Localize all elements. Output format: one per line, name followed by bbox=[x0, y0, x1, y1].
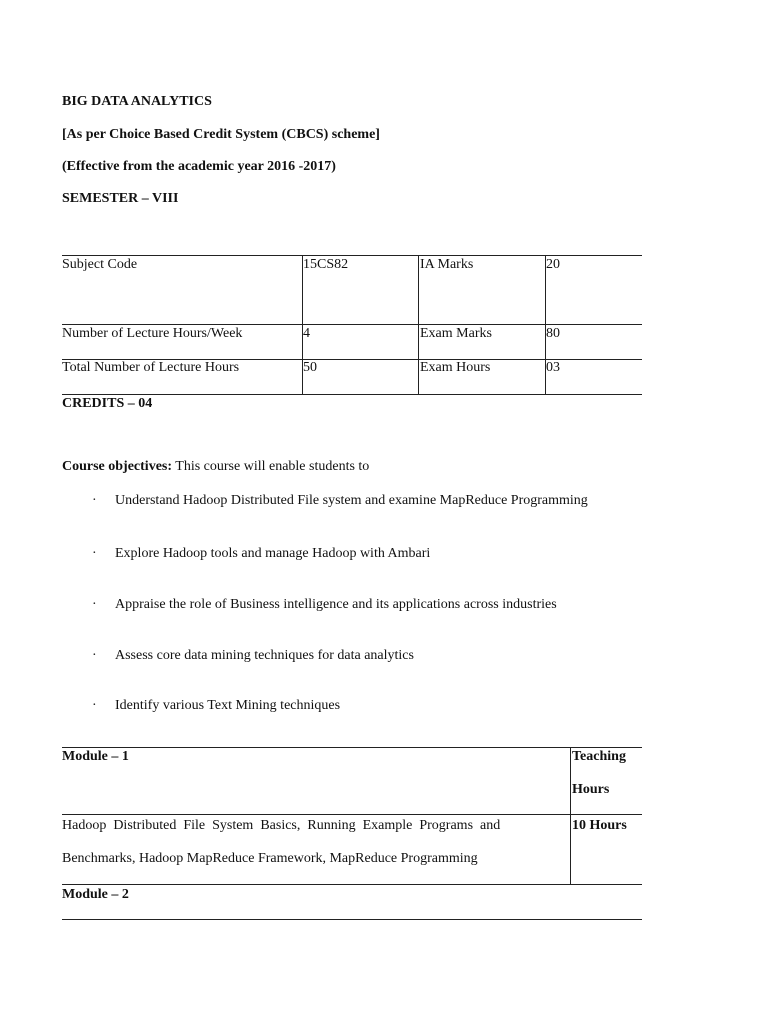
module-1-hours: 10 Hours bbox=[572, 818, 627, 833]
exam-marks-value: 80 bbox=[546, 326, 560, 341]
module-1-title: Module – 1 bbox=[62, 749, 129, 764]
course-title: BIG DATA ANALYTICS bbox=[62, 94, 212, 109]
teaching-hours-header-line1: Teaching bbox=[572, 749, 626, 764]
lecture-hours-week-value: 4 bbox=[303, 326, 310, 341]
total-lecture-hours-label: Total Number of Lecture Hours bbox=[62, 360, 240, 375]
bullet-dot: · bbox=[92, 546, 97, 561]
module-1-description-line2: Benchmarks, Hadoop MapReduce Framework, MapReduce Programming bbox=[62, 851, 478, 866]
effective-line: (Effective from the academic year 2016 -2017) bbox=[62, 159, 336, 174]
bullet-dot: · bbox=[92, 698, 97, 713]
bullet-dot: · bbox=[92, 597, 97, 612]
exam-hours-value: 03 bbox=[546, 360, 560, 375]
lecture-hours-week-label: Number of Lecture Hours/Week bbox=[62, 326, 243, 341]
semester-line: SEMESTER – VIII bbox=[62, 191, 179, 206]
objectives-intro bbox=[62, 459, 369, 475]
bullet-dot: · bbox=[92, 648, 97, 663]
module-1-description-line1: Hadoop Distributed File System Basics, Running Example Programs and bbox=[62, 818, 501, 833]
list-item: Explore Hadoop tools and manage Hadoop with Ambari bbox=[115, 546, 431, 561]
credits-line: CREDITS – 04 bbox=[62, 396, 153, 411]
list-item: Identify various Text Mining techniques bbox=[115, 698, 341, 713]
subject-code-value: 15CS82 bbox=[303, 257, 349, 272]
exam-marks-label: Exam Marks bbox=[420, 326, 492, 341]
module-2-title: Module – 2 bbox=[62, 887, 129, 902]
list-item: Understand Hadoop Distributed File system and examine MapReduce Programming bbox=[115, 493, 588, 508]
ia-marks-label: IA Marks bbox=[420, 257, 474, 272]
scheme-line: [As per Choice Based Credit System (CBCS) scheme] bbox=[62, 127, 380, 142]
subject-code-label: Subject Code bbox=[62, 257, 138, 272]
total-lecture-hours-value: 50 bbox=[303, 360, 317, 375]
bullet-dot: · bbox=[92, 493, 97, 508]
teaching-hours-header-line2: Hours bbox=[572, 782, 610, 797]
exam-hours-label: Exam Hours bbox=[420, 360, 491, 375]
objectives-intro-text: This course will enable students to bbox=[172, 459, 370, 474]
objectives-heading: Course objectives: bbox=[62, 459, 173, 474]
list-item: Assess core data mining techniques for data analytics bbox=[115, 648, 414, 663]
list-item: Appraise the role of Business intelligence and its applications across industries bbox=[115, 597, 557, 612]
ia-marks-value: 20 bbox=[546, 257, 560, 272]
